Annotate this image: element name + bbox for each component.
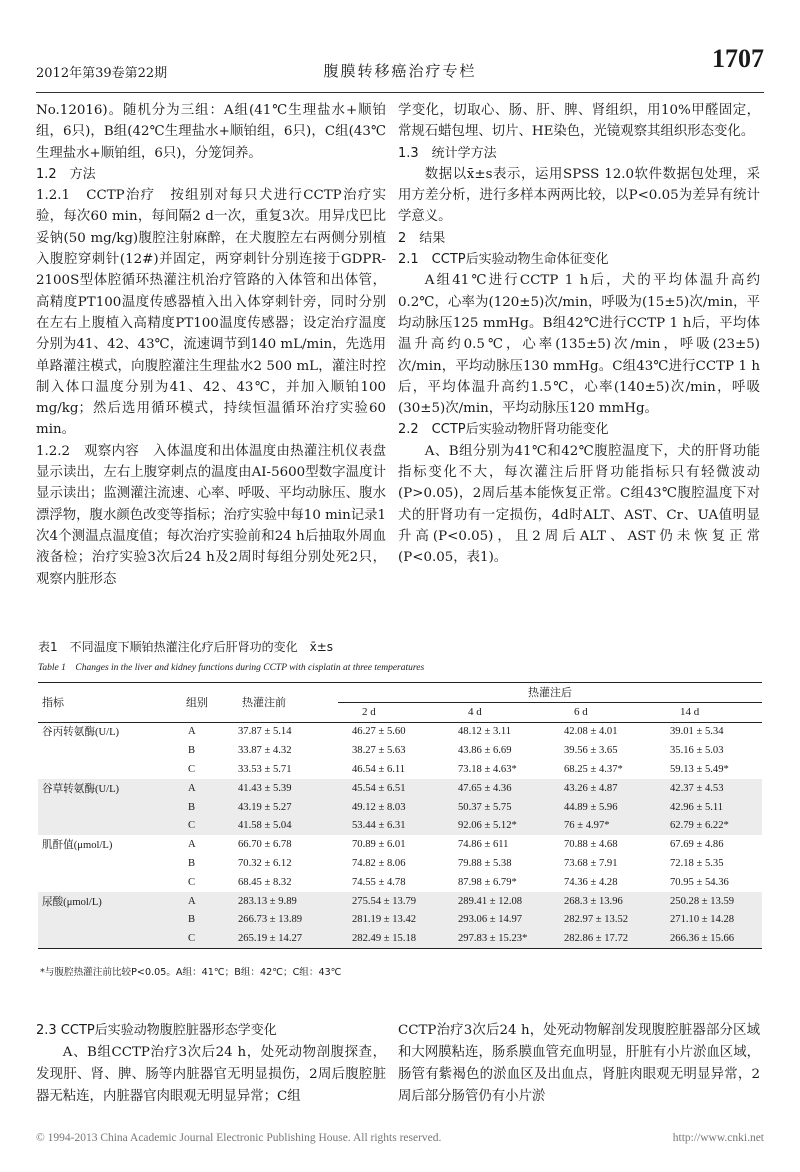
value-cell: 68.45 ± 8.32 (238, 876, 292, 888)
row-group-cell: C (158, 817, 224, 836)
paragraph: 学变化，切取心、肠、肝、脾、肾组织，用10%甲醛固定，常规石蜡包埋、切片、HE染色，光镜观察其组织形态变化。 (398, 103, 760, 140)
value-cell: 37.87 ± 5.14 (238, 726, 292, 738)
value-cell: 35.16 ± 5.03 (670, 745, 724, 757)
value-cell: 76 ± 4.97* (550, 817, 656, 836)
row-index-cell (38, 798, 158, 817)
value-cell: 79.88 ± 5.38 (458, 858, 512, 870)
table-caption (38, 638, 762, 673)
paragraph: 1.2.1 CCTP治疗 按组别对每只犬进行CCTP治疗实验，每次60 min，每间隔2 d一次，重复3次。用异戊巴比妥钠(50 mg/kg)腹腔注射麻醉，在犬腹腔左右两侧分别植入腹腔穿刺针(12#)并固定，两穿刺针分别连接于GDPR-2100S型体腔循环热灌注机治疗管路的入体管和出体管，高精度PT100温度传感器植入出入体穿刺针旁，同时分别在左右上腹植入高精度PT100温度传感器；设定治疗温度分别为41、42、43℃，流速调节到140 mL/min，先选用单路灌注模式，向腹腔灌注生理盐水2 500 mL，灌注时控制入体口温度分别为41、42、43℃，并加入顺铂100 mg/kg；然后选用循环模式，持续恒温循环治疗实验60 min。 (36, 188, 386, 438)
value-cell: 289.41 ± 12.08 (444, 892, 550, 911)
value-cell: 62.79 ± 6.22* (656, 817, 762, 836)
value-cell: 46.54 ± 6.11 (352, 764, 406, 776)
table-row (38, 854, 762, 873)
table-row (38, 892, 762, 911)
paragraph: CCTP治疗3次后24 h，处死动物解剖发现腹腔脏器部分区域和大网膜粘连，肠系膜血管充血明显，肝脏有小片淤血区域，肠管有紫褐色的淤血区及出血点，肾脏肉眼观无明显异常，2周后部分肠管仍有小片淤 (398, 1023, 760, 1104)
table-row (38, 798, 762, 817)
row-group-cell: B (158, 798, 224, 817)
header-after: 热灌注后 (338, 683, 762, 703)
row-index-cell (38, 873, 158, 892)
value-cell: 59.13 ± 5.49* (670, 764, 729, 776)
value-cell: 283.13 ± 9.89 (224, 892, 338, 911)
value-cell: 293.06 ± 14.97 (444, 911, 550, 930)
value-cell: 44.89 ± 5.96 (550, 798, 656, 817)
header-day: 14 d (680, 706, 700, 719)
value-cell: 266.73 ± 13.89 (224, 911, 338, 930)
site-url: http://www.cnki.net (672, 1132, 764, 1144)
value-cell: 66.70 ± 6.78 (238, 839, 292, 851)
value-cell: 250.28 ± 13.59 (656, 892, 762, 911)
value-cell: 47.65 ± 4.36 (444, 779, 550, 798)
value-cell: 41.58 ± 5.04 (224, 817, 338, 836)
row-group-cell: B (188, 745, 196, 757)
value-cell: 74.86 ± 611 (458, 839, 509, 851)
row-group-cell: A (158, 779, 224, 798)
value-cell: 39.01 ± 5.34 (670, 726, 724, 738)
value-cell: 50.37 ± 5.75 (444, 798, 550, 817)
value-cell: 43.86 ± 6.69 (458, 745, 512, 757)
row-group-cell: A (188, 839, 196, 851)
table-row (38, 817, 762, 836)
section-heading: 2 结果 (398, 230, 446, 246)
value-cell: 74.55 ± 4.78 (352, 876, 406, 888)
section-heading: 2.2 CCTP后实验动物肝肾功能变化 (398, 422, 609, 438)
value-cell: 275.54 ± 13.79 (338, 892, 444, 911)
row-index-cell (38, 929, 158, 948)
value-cell: 42.08 ± 4.01 (564, 726, 618, 738)
row-index-cell: 肌酐值(μmol/L) (42, 840, 113, 852)
row-group-cell: C (158, 929, 224, 948)
row-index-cell (38, 911, 158, 930)
value-cell: 43.26 ± 4.87 (550, 779, 656, 798)
value-cell: 39.56 ± 3.65 (564, 745, 618, 757)
value-cell: 68.25 ± 4.37* (564, 764, 623, 776)
section-heading: 2.1 CCTP后实验动物生命体征变化 (398, 252, 609, 268)
paragraph: A、B组CCTP治疗3次后24 h，处死动物剖腹探查，发现肝、肾、脾、肠等内脏器官无明显损伤，2周后腹腔脏器无粘连，内脏器官肉眼观无明显异常；C组 (36, 1045, 386, 1104)
header-day: 4 d (468, 706, 482, 719)
row-index-cell (38, 741, 158, 760)
paragraph: A、B组分别为41℃和42℃腹腔温度下，犬的肝肾功能指标变化不大，每次灌注后肝肾功能指标只有轻微波动(P>0.05)，2周后基本能恢复正常。C组43℃腹腔温度下对犬的肝肾功有一定损伤，4d时ALT、AST、Cr、UA值明显升高(P<0.05)，且2周后ALT、AST仍未恢复正常(P<0.05，表1)。 (398, 443, 760, 566)
value-cell: 43.19 ± 5.27 (224, 798, 338, 817)
paragraph: A组41℃进行CCTP 1 h后，犬的平均体温升高约0.2℃，心率为(120±5)次/min，呼吸为(15±5)次/min，平均动脉压125 mmHg。B组42℃进行CCTP 1 h后，平均体温升高约0.5℃，心率(135±5)次/min，呼吸(23±5)次/min，平均动脉压130 mmHg。C组43℃进行CCTP 1 h后，平均体温升高约1.5℃，心率(140±5)次/min，呼吸(30±5)次/min，平均动脉压120 mmHg。 (398, 273, 760, 417)
table-row (38, 741, 762, 760)
header-group: 组别 (186, 697, 208, 710)
row-group-cell: B (188, 858, 196, 870)
row-group-cell: A (158, 892, 224, 911)
value-cell: 73.68 ± 7.91 (564, 858, 618, 870)
row-index-cell (38, 817, 158, 836)
row-index-cell: 谷草转氨酶(U/L) (38, 779, 158, 798)
table-footnote: *与腹腔热灌注前比较P<0.05。A组：41℃；B组：42℃；C组：43℃ (40, 967, 342, 978)
value-cell: 72.18 ± 5.35 (670, 858, 724, 870)
table-row (38, 911, 762, 930)
value-cell: 42.37 ± 4.53 (656, 779, 762, 798)
value-cell: 45.54 ± 6.51 (338, 779, 444, 798)
row-group-cell: B (158, 911, 224, 930)
value-cell: 70.95 ± 54.36 (670, 876, 729, 888)
value-cell: 282.49 ± 15.18 (338, 929, 444, 948)
value-cell: 49.12 ± 8.03 (338, 798, 444, 817)
section-heading: 1.2 方法 (36, 166, 96, 182)
row-group-cell: C (188, 876, 196, 888)
bottom-right-column (398, 1020, 760, 1108)
page-number: 1707 (712, 44, 764, 73)
data-table (38, 682, 762, 949)
value-cell: 46.27 ± 5.60 (352, 726, 406, 738)
row-group-cell: C (188, 764, 196, 776)
value-cell: 74.82 ± 8.06 (352, 858, 406, 870)
table-title-cn: 表1 不同温度下顺铂热灌注化疗后肝肾功的变化 x̄±s (38, 640, 334, 654)
value-cell: 73.18 ± 4.63* (458, 764, 517, 776)
value-cell: 42.96 ± 5.11 (656, 798, 762, 817)
header-before: 热灌注前 (242, 697, 286, 710)
paragraph: 1.2.2 观察内容 入体温度和出体温度由热灌注机仪表盘显示读出，左右上腹穿刺点的温度由AI-5600型数字温度计显示读出；监测灌注流速、心率、呼吸、平均动脉压、腹水漂浮物，腹水颜色改变等指标；治疗实验中每10 min记录1次4个测温点温度值；每次治疗实验前和24 h后抽取外周血液备检；治疗实验3次后24 h及2周时每组分别处死2只，观察内脏形态 (36, 443, 387, 587)
value-cell: 266.36 ± 15.66 (656, 929, 762, 948)
value-cell: 282.97 ± 13.52 (550, 911, 656, 930)
row-index-cell: 谷丙转氨酶(U/L) (42, 727, 120, 739)
header-day: 6 d (574, 706, 588, 719)
table-row (38, 779, 762, 798)
paragraph: 数据以x̄±s表示，运用SPSS 12.0软件数据包处理，采用方差分析，进行多样本两两比较，以P<0.05为差异有统计学意义。 (398, 166, 760, 225)
value-cell: 281.19 ± 13.42 (338, 911, 444, 930)
value-cell: 33.53 ± 5.71 (238, 764, 292, 776)
table-row (38, 722, 762, 741)
value-cell: 67.69 ± 4.86 (670, 839, 724, 851)
page-header (36, 40, 764, 93)
row-index-cell (38, 760, 158, 779)
value-cell: 92.06 ± 5.12* (444, 817, 550, 836)
value-cell: 53.44 ± 6.31 (338, 817, 444, 836)
value-cell: 70.32 ± 6.12 (238, 858, 292, 870)
left-column (36, 100, 386, 590)
value-cell: 271.10 ± 14.28 (656, 911, 762, 930)
right-column (398, 100, 760, 569)
bottom-left-column (36, 1020, 386, 1108)
journal-column-title: 腹膜转移癌治疗专栏 (323, 62, 477, 80)
value-cell: 48.12 ± 3.11 (458, 726, 512, 738)
value-cell: 265.19 ± 14.27 (224, 929, 338, 948)
value-cell: 33.87 ± 4.32 (238, 745, 292, 757)
value-cell: 41.43 ± 5.39 (224, 779, 338, 798)
table-title-en: Table 1 Changes in the liver and kidney functions during CCTP with cisplatin at three temperatures (38, 663, 425, 673)
value-cell: 282.86 ± 17.72 (550, 929, 656, 948)
header-index: 指标 (42, 697, 64, 710)
table-row (38, 929, 762, 948)
paragraph: No.12016)。随机分为三组：A组(41℃生理盐水+顺铂组，6只)，B组(42℃生理盐水+顺铂组，6只)，C组(43℃生理盐水+顺铂组，6只)，分笼饲养。 (36, 103, 386, 161)
value-cell: 70.88 ± 4.68 (564, 839, 618, 851)
section-heading: 1.3 统计学方法 (398, 145, 497, 161)
issue-label: 2012年第39卷第22期 (36, 66, 168, 81)
value-cell: 87.98 ± 6.79* (458, 876, 517, 888)
section-heading: 2.3 CCTP后实验动物腹腔脏器形态学变化 (36, 1023, 277, 1038)
value-cell: 268.3 ± 13.96 (550, 892, 656, 911)
table-row (38, 835, 762, 854)
value-cell: 74.36 ± 4.28 (564, 876, 618, 888)
value-cell: 38.27 ± 5.63 (352, 745, 406, 757)
table-row (38, 873, 762, 892)
value-cell: 297.83 ± 15.23* (444, 929, 550, 948)
table-body (38, 722, 762, 949)
row-group-cell: A (188, 726, 196, 738)
row-index-cell (38, 854, 158, 873)
copyright-text: © 1994-2013 China Academic Journal Electronic Publishing House. All rights reserved. (36, 1132, 442, 1144)
page-footer (36, 1132, 764, 1144)
header-day: 2 d (362, 706, 376, 719)
row-index-cell: 尿酸(μmol/L) (38, 892, 158, 911)
table-row (38, 760, 762, 779)
value-cell: 70.89 ± 6.01 (352, 839, 406, 851)
